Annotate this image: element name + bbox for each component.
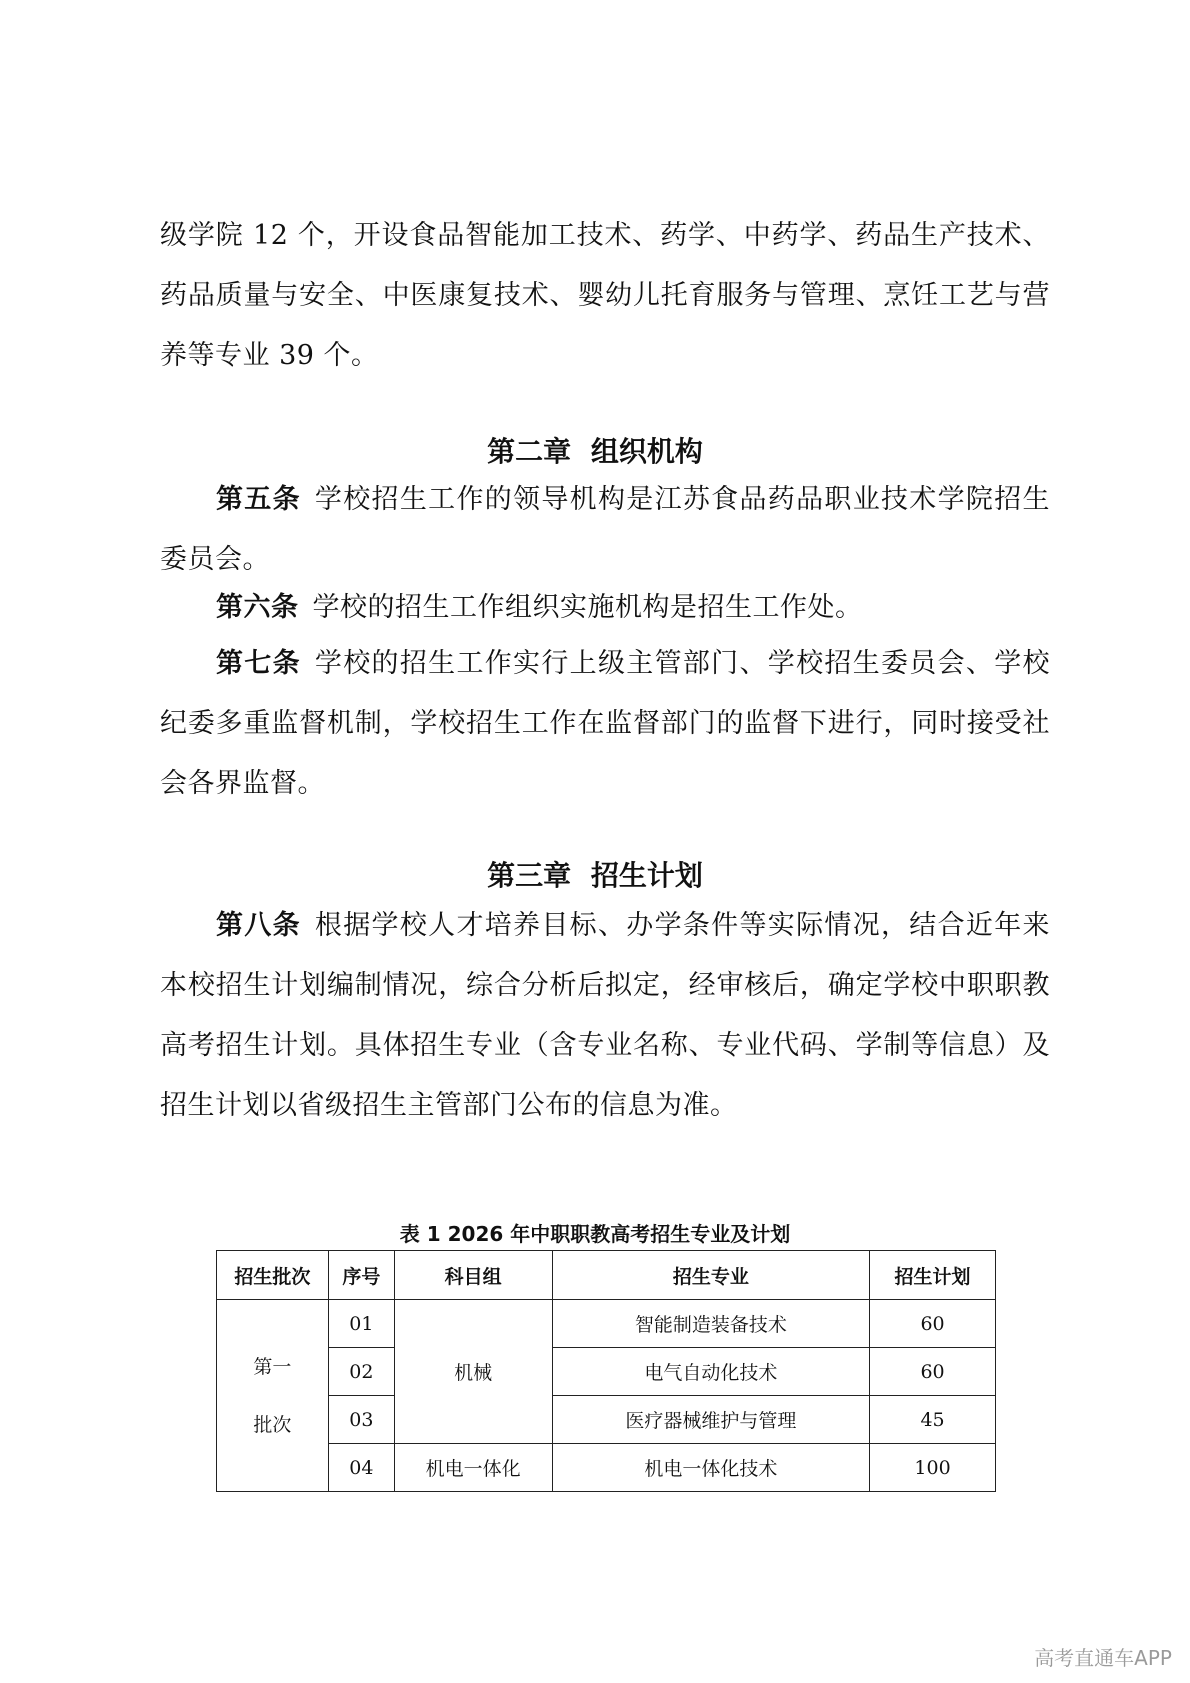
- subject-group-cell: 机械: [394, 1300, 552, 1444]
- article-6-text: 学校的招生工作组织实施机构是招生工作处。: [312, 592, 863, 623]
- watermark: 高考直通车APP: [1034, 1646, 1172, 1670]
- article-5-lead: 第五条: [216, 484, 301, 515]
- row-plan: 45: [870, 1396, 996, 1444]
- article-5-text: 学校招生工作的领导机构是江苏食品药品职业技术学院招生委员会。: [160, 484, 1051, 575]
- header-major: 招生专业: [552, 1251, 870, 1300]
- row-plan: 100: [870, 1444, 996, 1492]
- row-plan: 60: [870, 1348, 996, 1396]
- subject-group-cell: 机电一体化: [394, 1444, 552, 1492]
- row-number: 04: [328, 1444, 394, 1492]
- batch-line-1: 第一: [253, 1355, 292, 1378]
- row-number: 02: [328, 1348, 394, 1396]
- table-row: [217, 1396, 996, 1444]
- article-7-lead: 第七条: [216, 648, 301, 679]
- table-header-row: [217, 1251, 996, 1300]
- enrollment-plan-table: [216, 1250, 996, 1492]
- row-number: 03: [328, 1396, 394, 1444]
- article-8-text: 根据学校人才培养目标、办学条件等实际情况，结合近年来本校招生计划编制情况，综合分析后拟定，经审核后，确定学校中职职教高考招生计划。具体招生专业（含专业名称、专业代码、学制等信息）及招生计划以省级招生主管部门公布的信息为准。: [160, 910, 1051, 1121]
- header-number: 序号: [328, 1251, 394, 1300]
- chapter-2-title: 第二章 组织机构: [487, 435, 703, 468]
- row-major: 机电一体化技术: [552, 1444, 870, 1492]
- row-plan: 60: [870, 1300, 996, 1348]
- header-batch: 招生批次: [217, 1251, 329, 1300]
- article-6: [160, 578, 1050, 638]
- chapter-3-title: 第三章 招生计划: [487, 859, 703, 892]
- row-number: 01: [328, 1300, 394, 1348]
- article-7-text: 学校的招生工作实行上级主管部门、学校招生委员会、学校纪委多重监督机制，学校招生工作在监督部门的监督下进行，同时接受社会各界监督。: [160, 648, 1051, 799]
- header-subject-group: 科目组: [394, 1251, 552, 1300]
- table-row: [217, 1348, 996, 1396]
- header-plan: 招生计划: [870, 1251, 996, 1300]
- row-major: 医疗器械维护与管理: [552, 1396, 870, 1444]
- batch-cell: [217, 1300, 329, 1492]
- article-5: [160, 470, 1050, 590]
- row-major: 智能制造装备技术: [552, 1300, 870, 1348]
- row-major: 电气自动化技术: [552, 1348, 870, 1396]
- article-8: [160, 896, 1050, 1136]
- table-row: [217, 1444, 996, 1492]
- article-6-lead: 第六条: [216, 592, 299, 623]
- table-caption: 表 1 2026 年中职职教高考招生专业及计划: [399, 1222, 791, 1246]
- article-8-lead: 第八条: [216, 910, 301, 941]
- batch-line-2: 批次: [253, 1413, 292, 1436]
- table-row: [217, 1300, 996, 1348]
- article-7: [160, 634, 1050, 814]
- intro-paragraph: 级学院 12 个，开设食品智能加工技术、药学、中药学、药品生产技术、药品质量与安全、中医康复技术、婴幼儿托育服务与管理、烹饪工艺与营养等专业 39 个。: [160, 220, 1050, 371]
